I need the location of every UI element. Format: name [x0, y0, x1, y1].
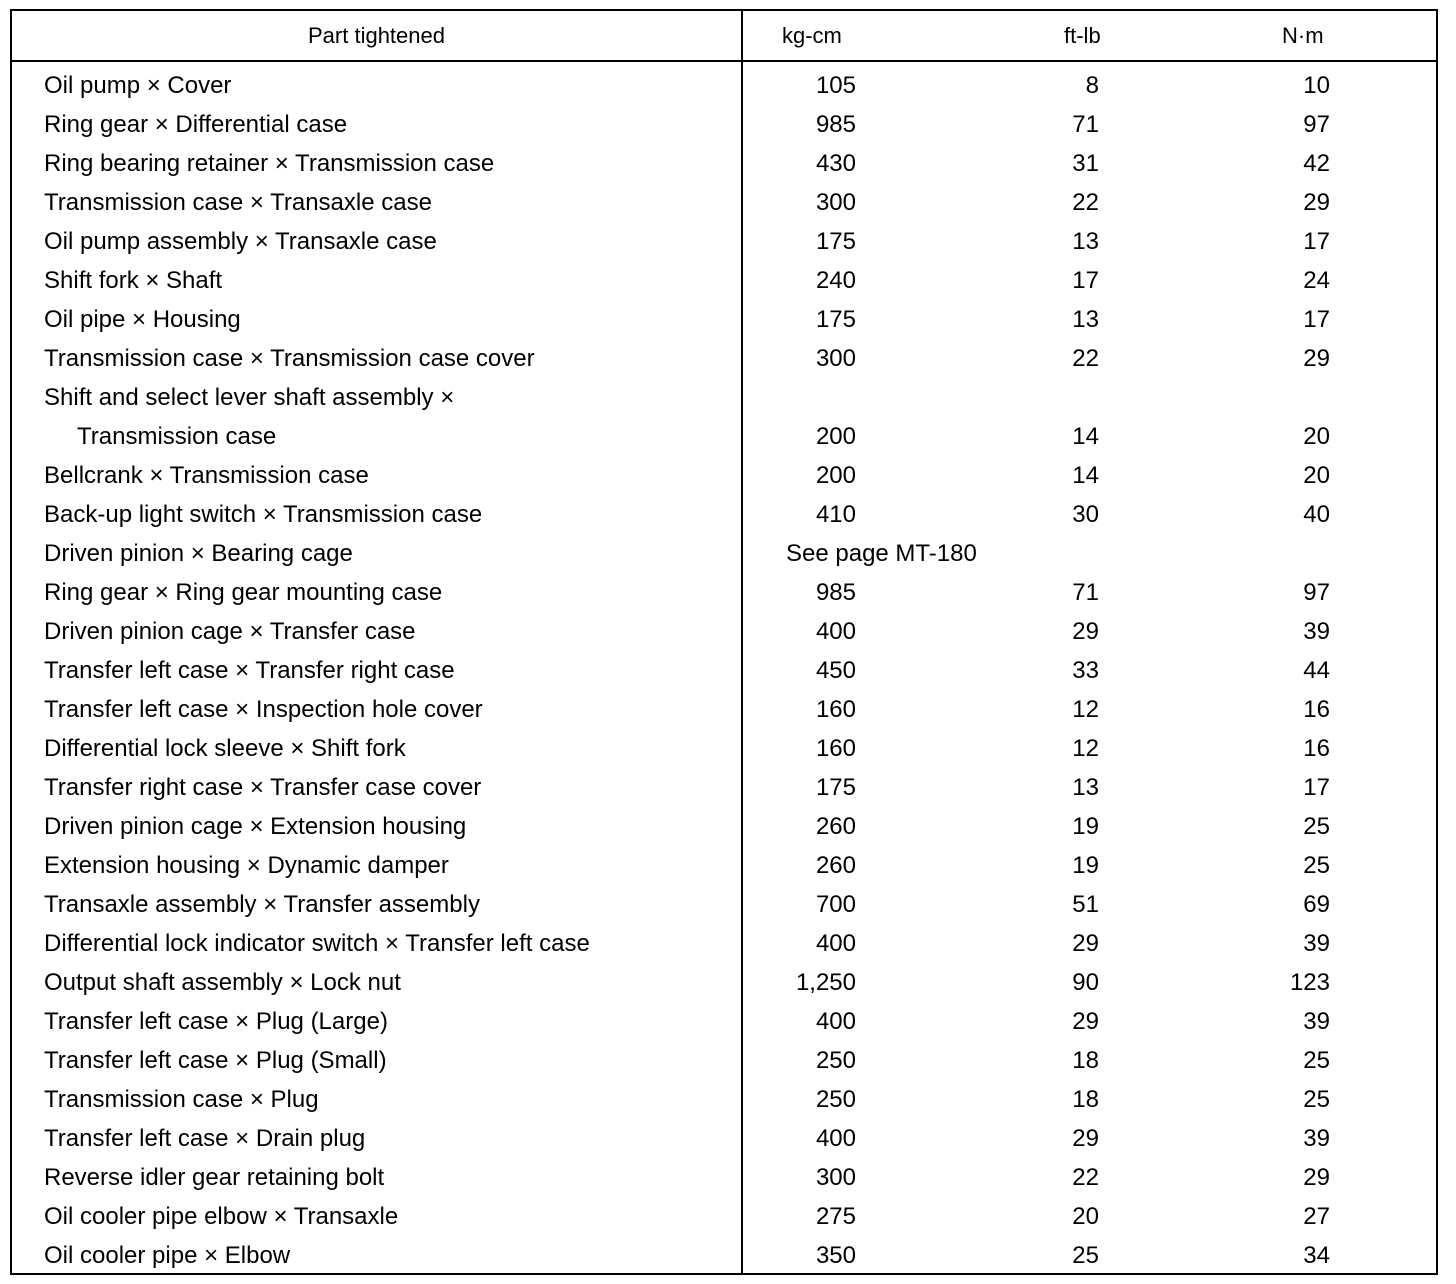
table-row	[12, 418, 1436, 457]
table-row	[12, 1042, 1436, 1081]
table-row	[12, 691, 1436, 730]
kg-cm-cell: 260	[815, 852, 856, 879]
table-row	[12, 847, 1436, 886]
part-cell: Shift and select lever shaft assembly ×	[44, 384, 455, 411]
ft-lb-cell: 14	[1072, 462, 1099, 489]
n-m-cell: 29	[1303, 189, 1330, 216]
n-m-cell: 29	[1303, 345, 1330, 372]
ft-lb-cell: 22	[1072, 189, 1099, 216]
table-row	[12, 886, 1436, 925]
n-m-cell: 25	[1303, 1086, 1330, 1113]
header-ft-lb: ft-lb	[1064, 23, 1101, 48]
n-m-cell: 97	[1303, 579, 1330, 606]
part-cell: Ring gear × Differential case	[44, 111, 348, 138]
part-cell: Oil pipe × Housing	[44, 306, 241, 333]
ft-lb-cell: 29	[1072, 930, 1099, 957]
part-cell: Driven pinion cage × Extension housing	[44, 813, 467, 840]
ft-lb-cell: 13	[1072, 306, 1099, 333]
part-cell: Transfer left case × Plug (Small)	[44, 1047, 387, 1074]
n-m-cell: 25	[1303, 813, 1330, 840]
n-m-cell: 34	[1303, 1242, 1330, 1269]
table-row	[12, 379, 1436, 418]
part-cell: Transaxle assembly × Transfer assembly	[44, 891, 480, 918]
ft-lb-cell: 90	[1072, 969, 1099, 996]
table-row	[12, 652, 1436, 691]
ft-lb-cell: 19	[1072, 813, 1099, 840]
n-m-cell: 40	[1303, 501, 1330, 528]
table-row	[12, 301, 1436, 340]
kg-cm-cell: 450	[815, 657, 856, 684]
n-m-cell: 17	[1303, 306, 1330, 333]
kg-cm-cell: 200	[815, 462, 856, 489]
n-m-cell: 29	[1303, 1164, 1330, 1191]
kg-cm-cell: 175	[815, 306, 856, 333]
n-m-cell: 123	[1289, 969, 1330, 996]
ft-lb-cell: 13	[1072, 774, 1099, 801]
ft-lb-cell: 33	[1072, 657, 1099, 684]
table-row	[12, 184, 1436, 223]
kg-cm-cell: 300	[815, 345, 856, 372]
table-body	[12, 11, 1436, 1273]
header-n-m: N·m	[1282, 23, 1324, 48]
ft-lb-cell: 29	[1072, 1125, 1099, 1152]
n-m-cell: 17	[1303, 228, 1330, 255]
part-cell: Driven pinion × Bearing cage	[44, 540, 353, 567]
part-cell: Oil pump assembly × Transaxle case	[44, 228, 437, 255]
part-cell: Back-up light switch × Transmission case	[44, 501, 483, 528]
ft-lb-cell: 8	[1085, 72, 1099, 99]
table-row	[12, 964, 1436, 1003]
part-cell: Reverse idler gear retaining bolt	[44, 1164, 385, 1191]
kg-cm-cell: 160	[815, 735, 856, 762]
table-row	[12, 1237, 1436, 1276]
table-row	[12, 496, 1436, 535]
n-m-cell: 17	[1303, 774, 1330, 801]
ft-lb-cell: 25	[1072, 1242, 1099, 1269]
part-cell: Transmission case × Transmission case cover	[44, 345, 535, 372]
n-m-cell: 16	[1303, 735, 1330, 762]
part-cell: Transfer left case × Drain plug	[44, 1125, 366, 1152]
header-part-tightened: Part tightened	[308, 23, 445, 48]
part-cell: Differential lock indicator switch × Transfer left case	[44, 930, 590, 957]
kg-cm-cell: 300	[815, 189, 856, 216]
table-row	[12, 1003, 1436, 1042]
table-row	[12, 574, 1436, 613]
table-row	[12, 730, 1436, 769]
n-m-cell: 10	[1303, 72, 1330, 99]
ft-lb-cell: 19	[1072, 852, 1099, 879]
n-m-cell: 44	[1303, 657, 1330, 684]
ft-lb-cell: 12	[1072, 696, 1099, 723]
part-cell: Transmission case	[77, 423, 277, 450]
table-row	[12, 106, 1436, 145]
kg-cm-cell: 350	[815, 1242, 856, 1269]
n-m-cell: 97	[1303, 111, 1330, 138]
n-m-cell: 39	[1303, 618, 1330, 645]
part-cell: Transmission case × Plug	[44, 1086, 319, 1113]
kg-cm-cell: 105	[815, 72, 856, 99]
kg-cm-cell: 200	[815, 423, 856, 450]
kg-cm-cell: 400	[815, 1125, 856, 1152]
kg-cm-cell: 430	[815, 150, 856, 177]
part-cell: Transfer left case × Inspection hole cover	[44, 696, 483, 723]
part-cell: Ring gear × Ring gear mounting case	[44, 579, 443, 606]
ft-lb-cell: 17	[1072, 267, 1099, 294]
table-row	[12, 1120, 1436, 1159]
part-cell: Oil cooler pipe elbow × Transaxle	[44, 1203, 399, 1230]
part-cell: Transfer left case × Plug (Large)	[44, 1008, 388, 1035]
ft-lb-cell: 14	[1072, 423, 1099, 450]
ft-lb-cell: 71	[1072, 111, 1099, 138]
kg-cm-cell: 175	[815, 774, 856, 801]
table-row	[12, 613, 1436, 652]
kg-cm-cell: 250	[815, 1047, 856, 1074]
part-cell: Transfer right case × Transfer case cover	[44, 774, 482, 801]
kg-cm-cell: 275	[815, 1203, 856, 1230]
ft-lb-cell: 22	[1072, 345, 1099, 372]
kg-cm-cell: 160	[815, 696, 856, 723]
n-m-cell: 25	[1303, 1047, 1330, 1074]
table-row	[12, 1081, 1436, 1120]
table-row	[12, 145, 1436, 184]
n-m-cell: 20	[1303, 423, 1330, 450]
table-row	[12, 1159, 1436, 1198]
table-row	[12, 808, 1436, 847]
table-row	[12, 340, 1436, 379]
kg-cm-cell: 400	[815, 930, 856, 957]
table-row	[12, 223, 1436, 262]
kg-cm-cell: 250	[815, 1086, 856, 1113]
torque-table	[10, 9, 1438, 1275]
part-cell: Driven pinion cage × Transfer case	[44, 618, 416, 645]
kg-cm-cell: 260	[815, 813, 856, 840]
ft-lb-cell: 18	[1072, 1086, 1099, 1113]
n-m-cell: 24	[1303, 267, 1330, 294]
part-cell: Oil cooler pipe × Elbow	[44, 1242, 291, 1269]
table-row	[12, 457, 1436, 496]
n-m-cell: 16	[1303, 696, 1330, 723]
ft-lb-cell: 18	[1072, 1047, 1099, 1074]
reference-note-cell: See page MT-180	[786, 540, 977, 567]
kg-cm-cell: 1,250	[795, 969, 856, 996]
n-m-cell: 20	[1303, 462, 1330, 489]
ft-lb-cell: 51	[1072, 891, 1099, 918]
table-row	[12, 925, 1436, 964]
n-m-cell: 69	[1303, 891, 1330, 918]
part-cell: Oil pump × Cover	[44, 72, 232, 99]
ft-lb-cell: 12	[1072, 735, 1099, 762]
kg-cm-cell: 400	[815, 618, 856, 645]
ft-lb-cell: 20	[1072, 1203, 1099, 1230]
ft-lb-cell: 13	[1072, 228, 1099, 255]
part-cell: Ring bearing retainer × Transmission case	[44, 150, 495, 177]
table-row	[12, 262, 1436, 301]
kg-cm-cell: 700	[815, 891, 856, 918]
ft-lb-cell: 71	[1072, 579, 1099, 606]
part-cell: Bellcrank × Transmission case	[44, 462, 369, 489]
n-m-cell: 27	[1303, 1203, 1330, 1230]
n-m-cell: 42	[1303, 150, 1330, 177]
table-row	[12, 535, 1436, 574]
part-cell: Differential lock sleeve × Shift fork	[44, 735, 406, 762]
kg-cm-cell: 985	[815, 111, 856, 138]
part-cell: Output shaft assembly × Lock nut	[44, 969, 401, 996]
kg-cm-cell: 175	[815, 228, 856, 255]
part-cell: Shift fork × Shaft	[44, 267, 223, 294]
ft-lb-cell: 29	[1072, 618, 1099, 645]
ft-lb-cell: 29	[1072, 1008, 1099, 1035]
n-m-cell: 39	[1303, 1125, 1330, 1152]
kg-cm-cell: 400	[815, 1008, 856, 1035]
header-kg-cm: kg-cm	[782, 23, 842, 48]
part-cell: Extension housing × Dynamic damper	[44, 852, 449, 879]
n-m-cell: 39	[1303, 1008, 1330, 1035]
kg-cm-cell: 240	[815, 267, 856, 294]
n-m-cell: 25	[1303, 852, 1330, 879]
table-row	[12, 1198, 1436, 1237]
table-row	[12, 67, 1436, 106]
part-cell: Transmission case × Transaxle case	[44, 189, 432, 216]
kg-cm-cell: 300	[815, 1164, 856, 1191]
kg-cm-cell: 985	[815, 579, 856, 606]
ft-lb-cell: 31	[1072, 150, 1099, 177]
part-cell: Transfer left case × Transfer right case	[44, 657, 455, 684]
kg-cm-cell: 410	[815, 501, 856, 528]
ft-lb-cell: 30	[1072, 501, 1099, 528]
ft-lb-cell: 22	[1072, 1164, 1099, 1191]
table-row	[12, 769, 1436, 808]
n-m-cell: 39	[1303, 930, 1330, 957]
